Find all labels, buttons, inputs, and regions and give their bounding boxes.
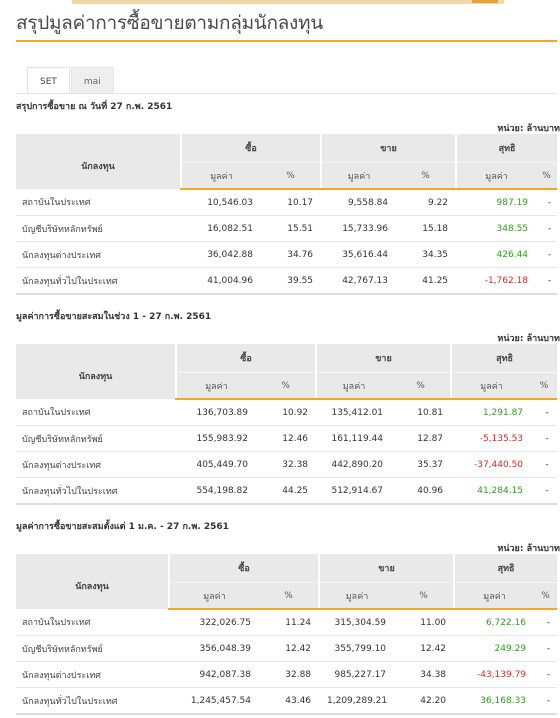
buy-percent: 39.55 bbox=[261, 268, 321, 295]
net-percent-header: % bbox=[536, 163, 557, 190]
trading-table bbox=[16, 554, 557, 715]
buy-percent: 12.46 bbox=[256, 426, 316, 452]
net-percent: - bbox=[531, 426, 557, 452]
net-value: 6,722.16 bbox=[454, 609, 534, 636]
buy-value: 41,004.96 bbox=[181, 268, 261, 295]
investor-name: นักลงทุนทั่วไปในประเทศ bbox=[16, 688, 169, 715]
unit-label: หน่วย: ล้านบาท bbox=[497, 334, 560, 344]
table-row bbox=[16, 688, 557, 715]
unit-label: หน่วย: ล้านบาท bbox=[497, 124, 560, 134]
sell-column-header: ขาย bbox=[319, 554, 454, 583]
investor-column-header: นักลงทุน bbox=[16, 554, 169, 609]
table-row bbox=[16, 242, 557, 268]
section-title: มูลค่าการซื้อขายสะสมตั้งแต่ 1 ม.ค. - 27 ก.พ. 2561 bbox=[16, 522, 229, 532]
sell-value: 512,914.67 bbox=[316, 478, 391, 505]
sell-percent: 10.81 bbox=[391, 399, 451, 426]
tabs-divider bbox=[16, 93, 557, 94]
sell-value: 42,767.13 bbox=[321, 268, 396, 295]
sell-value: 135,412.01 bbox=[316, 399, 391, 426]
buy-value: 155,983.92 bbox=[176, 426, 256, 452]
net-value: 36,168.33 bbox=[454, 688, 534, 715]
net-percent: - bbox=[534, 662, 557, 688]
buy-percent: 11.24 bbox=[259, 609, 319, 636]
buy-percent-header: % bbox=[261, 163, 321, 190]
buy-percent: 32.38 bbox=[256, 452, 316, 478]
buy-value: 942,087.38 bbox=[169, 662, 259, 688]
net-value: -5,135.53 bbox=[451, 426, 531, 452]
table-row bbox=[16, 609, 557, 636]
net-percent: - bbox=[534, 688, 557, 715]
net-value: -43,139.79 bbox=[454, 662, 534, 688]
investor-name: สถาบันในประเทศ bbox=[16, 189, 181, 216]
buy-value: 405,449.70 bbox=[176, 452, 256, 478]
buy-value-header: มูลค่า bbox=[181, 163, 261, 190]
buy-percent: 43.46 bbox=[259, 688, 319, 715]
table-row bbox=[16, 268, 557, 295]
buy-percent: 12.42 bbox=[259, 636, 319, 662]
table-row bbox=[16, 478, 557, 505]
buy-value: 322,026.75 bbox=[169, 609, 259, 636]
buy-value: 356,048.39 bbox=[169, 636, 259, 662]
net-value: -1,762.18 bbox=[456, 268, 536, 295]
page-title: สรุปมูลค่าการซื้อขายตามกลุ่มนักลงทุน bbox=[16, 12, 323, 34]
investor-name: นักลงทุนต่างประเทศ bbox=[16, 452, 176, 478]
sell-column-header: ขาย bbox=[321, 134, 456, 163]
buy-value-header: มูลค่า bbox=[176, 373, 256, 400]
sell-percent: 40.96 bbox=[391, 478, 451, 505]
table-row bbox=[16, 636, 557, 662]
table-row bbox=[16, 216, 557, 242]
sell-value: 985,227.17 bbox=[319, 662, 394, 688]
sell-value: 355,799.10 bbox=[319, 636, 394, 662]
net-percent: - bbox=[534, 636, 557, 662]
net-value: 249.29 bbox=[454, 636, 534, 662]
buy-column-header: ซื้อ bbox=[169, 554, 319, 583]
buy-value: 36,042.88 bbox=[181, 242, 261, 268]
buy-value: 554,198.82 bbox=[176, 478, 256, 505]
investor-name: บัญชีบริษัทหลักทรัพย์ bbox=[16, 426, 176, 452]
net-value: 41,284.15 bbox=[451, 478, 531, 505]
net-percent: - bbox=[531, 452, 557, 478]
sell-value: 9,558.84 bbox=[321, 189, 396, 216]
net-column-header: สุทธิ bbox=[451, 344, 557, 373]
top-banner bbox=[72, 0, 504, 4]
investor-name: บัญชีบริษัทหลักทรัพย์ bbox=[16, 636, 169, 662]
net-value: -37,440.50 bbox=[451, 452, 531, 478]
net-percent-header: % bbox=[531, 373, 557, 400]
investor-name: นักลงทุนทั่วไปในประเทศ bbox=[16, 268, 181, 295]
investor-name: สถาบันในประเทศ bbox=[16, 609, 169, 636]
table-row bbox=[16, 426, 557, 452]
investor-column-header: นักลงทุน bbox=[16, 134, 181, 189]
trading-table bbox=[16, 344, 557, 505]
sell-percent: 11.00 bbox=[394, 609, 454, 636]
sell-value: 35,616.44 bbox=[321, 242, 396, 268]
table-row bbox=[16, 399, 557, 426]
section-title: สรุปการซื้อขาย ณ วันที่ 27 ก.พ. 2561 bbox=[16, 102, 173, 112]
net-column-header: สุทธิ bbox=[456, 134, 557, 163]
net-percent: - bbox=[536, 189, 557, 216]
net-percent: - bbox=[534, 609, 557, 636]
investor-name: นักลงทุนทั่วไปในประเทศ bbox=[16, 478, 176, 505]
net-percent-header: % bbox=[534, 583, 557, 610]
sell-value: 1,209,289.21 bbox=[319, 688, 394, 715]
buy-column-header: ซื้อ bbox=[181, 134, 321, 163]
tab-mai[interactable]: mai bbox=[71, 67, 114, 93]
sell-value: 161,119.44 bbox=[316, 426, 391, 452]
sell-percent: 9.22 bbox=[396, 189, 456, 216]
sell-percent: 34.38 bbox=[394, 662, 454, 688]
sell-percent: 35.37 bbox=[391, 452, 451, 478]
buy-column-header: ซื้อ bbox=[176, 344, 316, 373]
net-percent: - bbox=[536, 242, 557, 268]
table-row bbox=[16, 452, 557, 478]
buy-percent: 10.17 bbox=[261, 189, 321, 216]
buy-percent: 34.76 bbox=[261, 242, 321, 268]
sell-value: 315,304.59 bbox=[319, 609, 394, 636]
sell-percent: 15.18 bbox=[396, 216, 456, 242]
sell-percent: 12.87 bbox=[391, 426, 451, 452]
market-tabs bbox=[27, 67, 114, 93]
buy-percent-header: % bbox=[256, 373, 316, 400]
title-underline bbox=[16, 40, 557, 42]
buy-percent: 15.51 bbox=[261, 216, 321, 242]
sell-column-header: ขาย bbox=[316, 344, 451, 373]
net-value-header: มูลค่า bbox=[456, 163, 536, 190]
net-percent: - bbox=[531, 478, 557, 505]
net-value: 348.55 bbox=[456, 216, 536, 242]
buy-value: 10,546.03 bbox=[181, 189, 261, 216]
buy-value: 1,245,457.54 bbox=[169, 688, 259, 715]
net-column-header: สุทธิ bbox=[454, 554, 557, 583]
buy-percent: 10.92 bbox=[256, 399, 316, 426]
investor-column-header: นักลงทุน bbox=[16, 344, 176, 399]
unit-label: หน่วย: ล้านบาท bbox=[497, 544, 560, 554]
investor-name: สถาบันในประเทศ bbox=[16, 399, 176, 426]
sell-value-header: มูลค่า bbox=[316, 373, 391, 400]
net-value: 426.44 bbox=[456, 242, 536, 268]
trading-table bbox=[16, 134, 557, 295]
sell-percent-header: % bbox=[396, 163, 456, 190]
banner-logo bbox=[472, 0, 498, 3]
investor-name: บัญชีบริษัทหลักทรัพย์ bbox=[16, 216, 181, 242]
buy-value: 136,703.89 bbox=[176, 399, 256, 426]
sell-percent: 12.42 bbox=[394, 636, 454, 662]
sell-percent: 41.25 bbox=[396, 268, 456, 295]
net-percent: - bbox=[531, 399, 557, 426]
sell-percent: 34.35 bbox=[396, 242, 456, 268]
sell-percent-header: % bbox=[394, 583, 454, 610]
buy-value-header: มูลค่า bbox=[169, 583, 259, 610]
tab-set[interactable]: SET bbox=[27, 67, 70, 93]
sell-percent-header: % bbox=[391, 373, 451, 400]
net-value: 1,291.87 bbox=[451, 399, 531, 426]
table-row bbox=[16, 662, 557, 688]
investor-name: นักลงทุนต่างประเทศ bbox=[16, 242, 181, 268]
sell-value: 15,733.96 bbox=[321, 216, 396, 242]
net-percent: - bbox=[536, 268, 557, 295]
table-row bbox=[16, 189, 557, 216]
section-title: มูลค่าการซื้อขายสะสมในช่วง 1 - 27 ก.พ. 2561 bbox=[16, 312, 212, 322]
buy-percent: 32.88 bbox=[259, 662, 319, 688]
net-value-header: มูลค่า bbox=[451, 373, 531, 400]
sell-value: 442,890.20 bbox=[316, 452, 391, 478]
net-percent: - bbox=[536, 216, 557, 242]
sell-value-header: มูลค่า bbox=[319, 583, 394, 610]
sell-value-header: มูลค่า bbox=[321, 163, 396, 190]
buy-percent: 44.25 bbox=[256, 478, 316, 505]
net-value: 987.19 bbox=[456, 189, 536, 216]
sell-percent: 42.20 bbox=[394, 688, 454, 715]
buy-value: 16,082.51 bbox=[181, 216, 261, 242]
buy-percent-header: % bbox=[259, 583, 319, 610]
net-value-header: มูลค่า bbox=[454, 583, 534, 610]
investor-name: นักลงทุนต่างประเทศ bbox=[16, 662, 169, 688]
